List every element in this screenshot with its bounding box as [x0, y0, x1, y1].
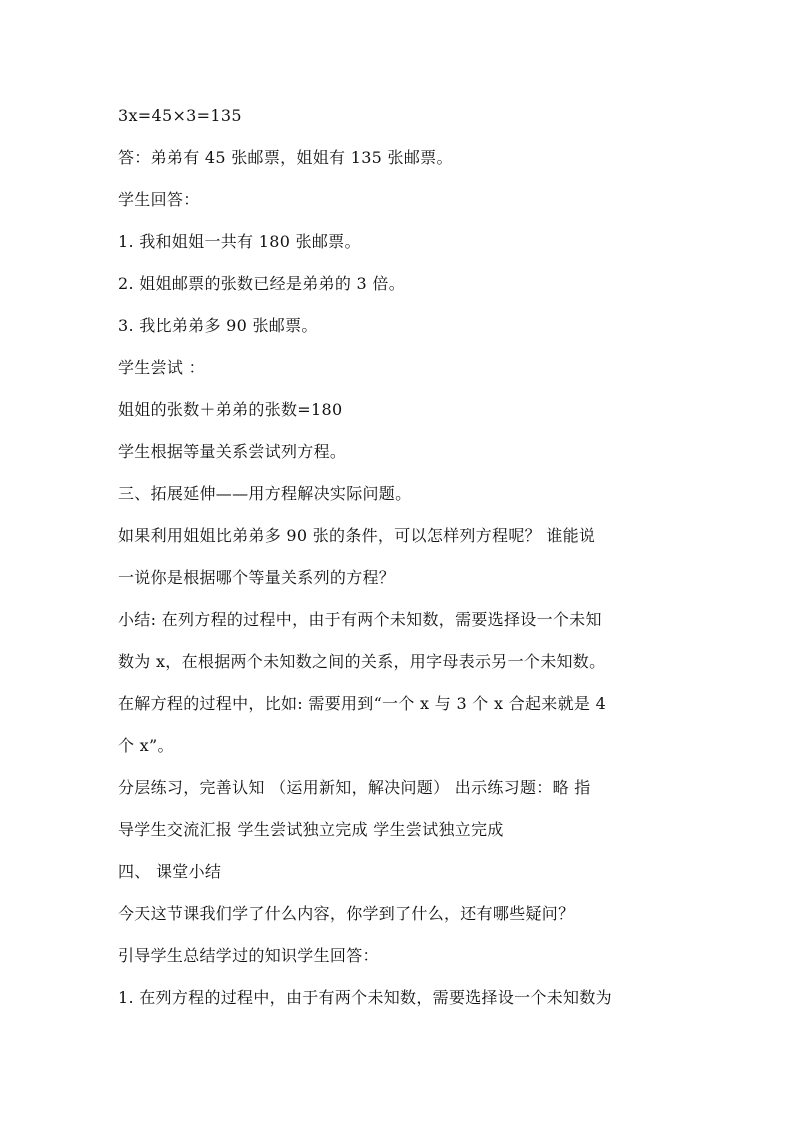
text-line-reflection: 今天这节课我们学了什么内容，你学到了什么，还有哪些疑问？	[118, 904, 575, 923]
section-heading-extension: 三、拓展延伸——用方程解决实际问题。	[118, 484, 412, 503]
text-line-relation: 姐姐的张数＋弟弟的张数=180	[118, 400, 343, 419]
text-line-question-cont: 一说你是根据哪个等量关系列的方程？	[118, 568, 396, 587]
text-line-item-1: 1. 我和姐姐一共有 180 张邮票。	[118, 232, 361, 251]
text-line-practice: 分层练习，完善认知 （运用新知，解决问题） 出示练习题：略 指	[118, 778, 591, 797]
text-line-point-1: 1. 在列方程的过程中，由于有两个未知数，需要选择设一个未知数为	[118, 988, 612, 1007]
text-line-item-3: 3. 我比弟弟多 90 张邮票。	[118, 316, 318, 335]
text-line-question: 如果利用姐姐比弟弟多 90 张的条件，可以怎样列方程呢？ 谁能说	[118, 526, 596, 545]
text-line-solving-cont: 个 x”。	[118, 736, 174, 755]
text-line-student-try: 学生尝试 ：	[118, 358, 205, 377]
text-line-student-answer-heading: 学生回答：	[118, 190, 200, 209]
text-line-guide: 引导学生总结学过的知识学生回答：	[118, 946, 379, 965]
section-heading-class-summary: 四、 课堂小结	[118, 862, 222, 881]
text-line-item-2: 2. 姐姐邮票的张数已经是弟弟的 3 倍。	[118, 274, 406, 293]
text-line-equation-attempt: 学生根据等量关系尝试列方程。	[118, 442, 347, 461]
text-line-summary-cont: 数为 x，在根据两个未知数之间的关系，用字母表示另一个未知数。	[118, 652, 606, 671]
text-line-practice-cont: 导学生交流汇报 学生尝试独立完成 学生尝试独立完成	[118, 820, 504, 839]
text-line-solving: 在解方程的过程中，比如: 需要用到“一个 x 与 3 个 x 合起来就是 4	[118, 694, 607, 713]
text-line-answer: 答：弟弟有 45 张邮票，姐姐有 135 张邮票。	[118, 148, 453, 167]
text-line-equation: 3x=45×3=135	[118, 106, 242, 125]
text-line-summary: 小结: 在列方程的过程中，由于有两个未知数，需要选择设一个未知	[118, 610, 602, 629]
